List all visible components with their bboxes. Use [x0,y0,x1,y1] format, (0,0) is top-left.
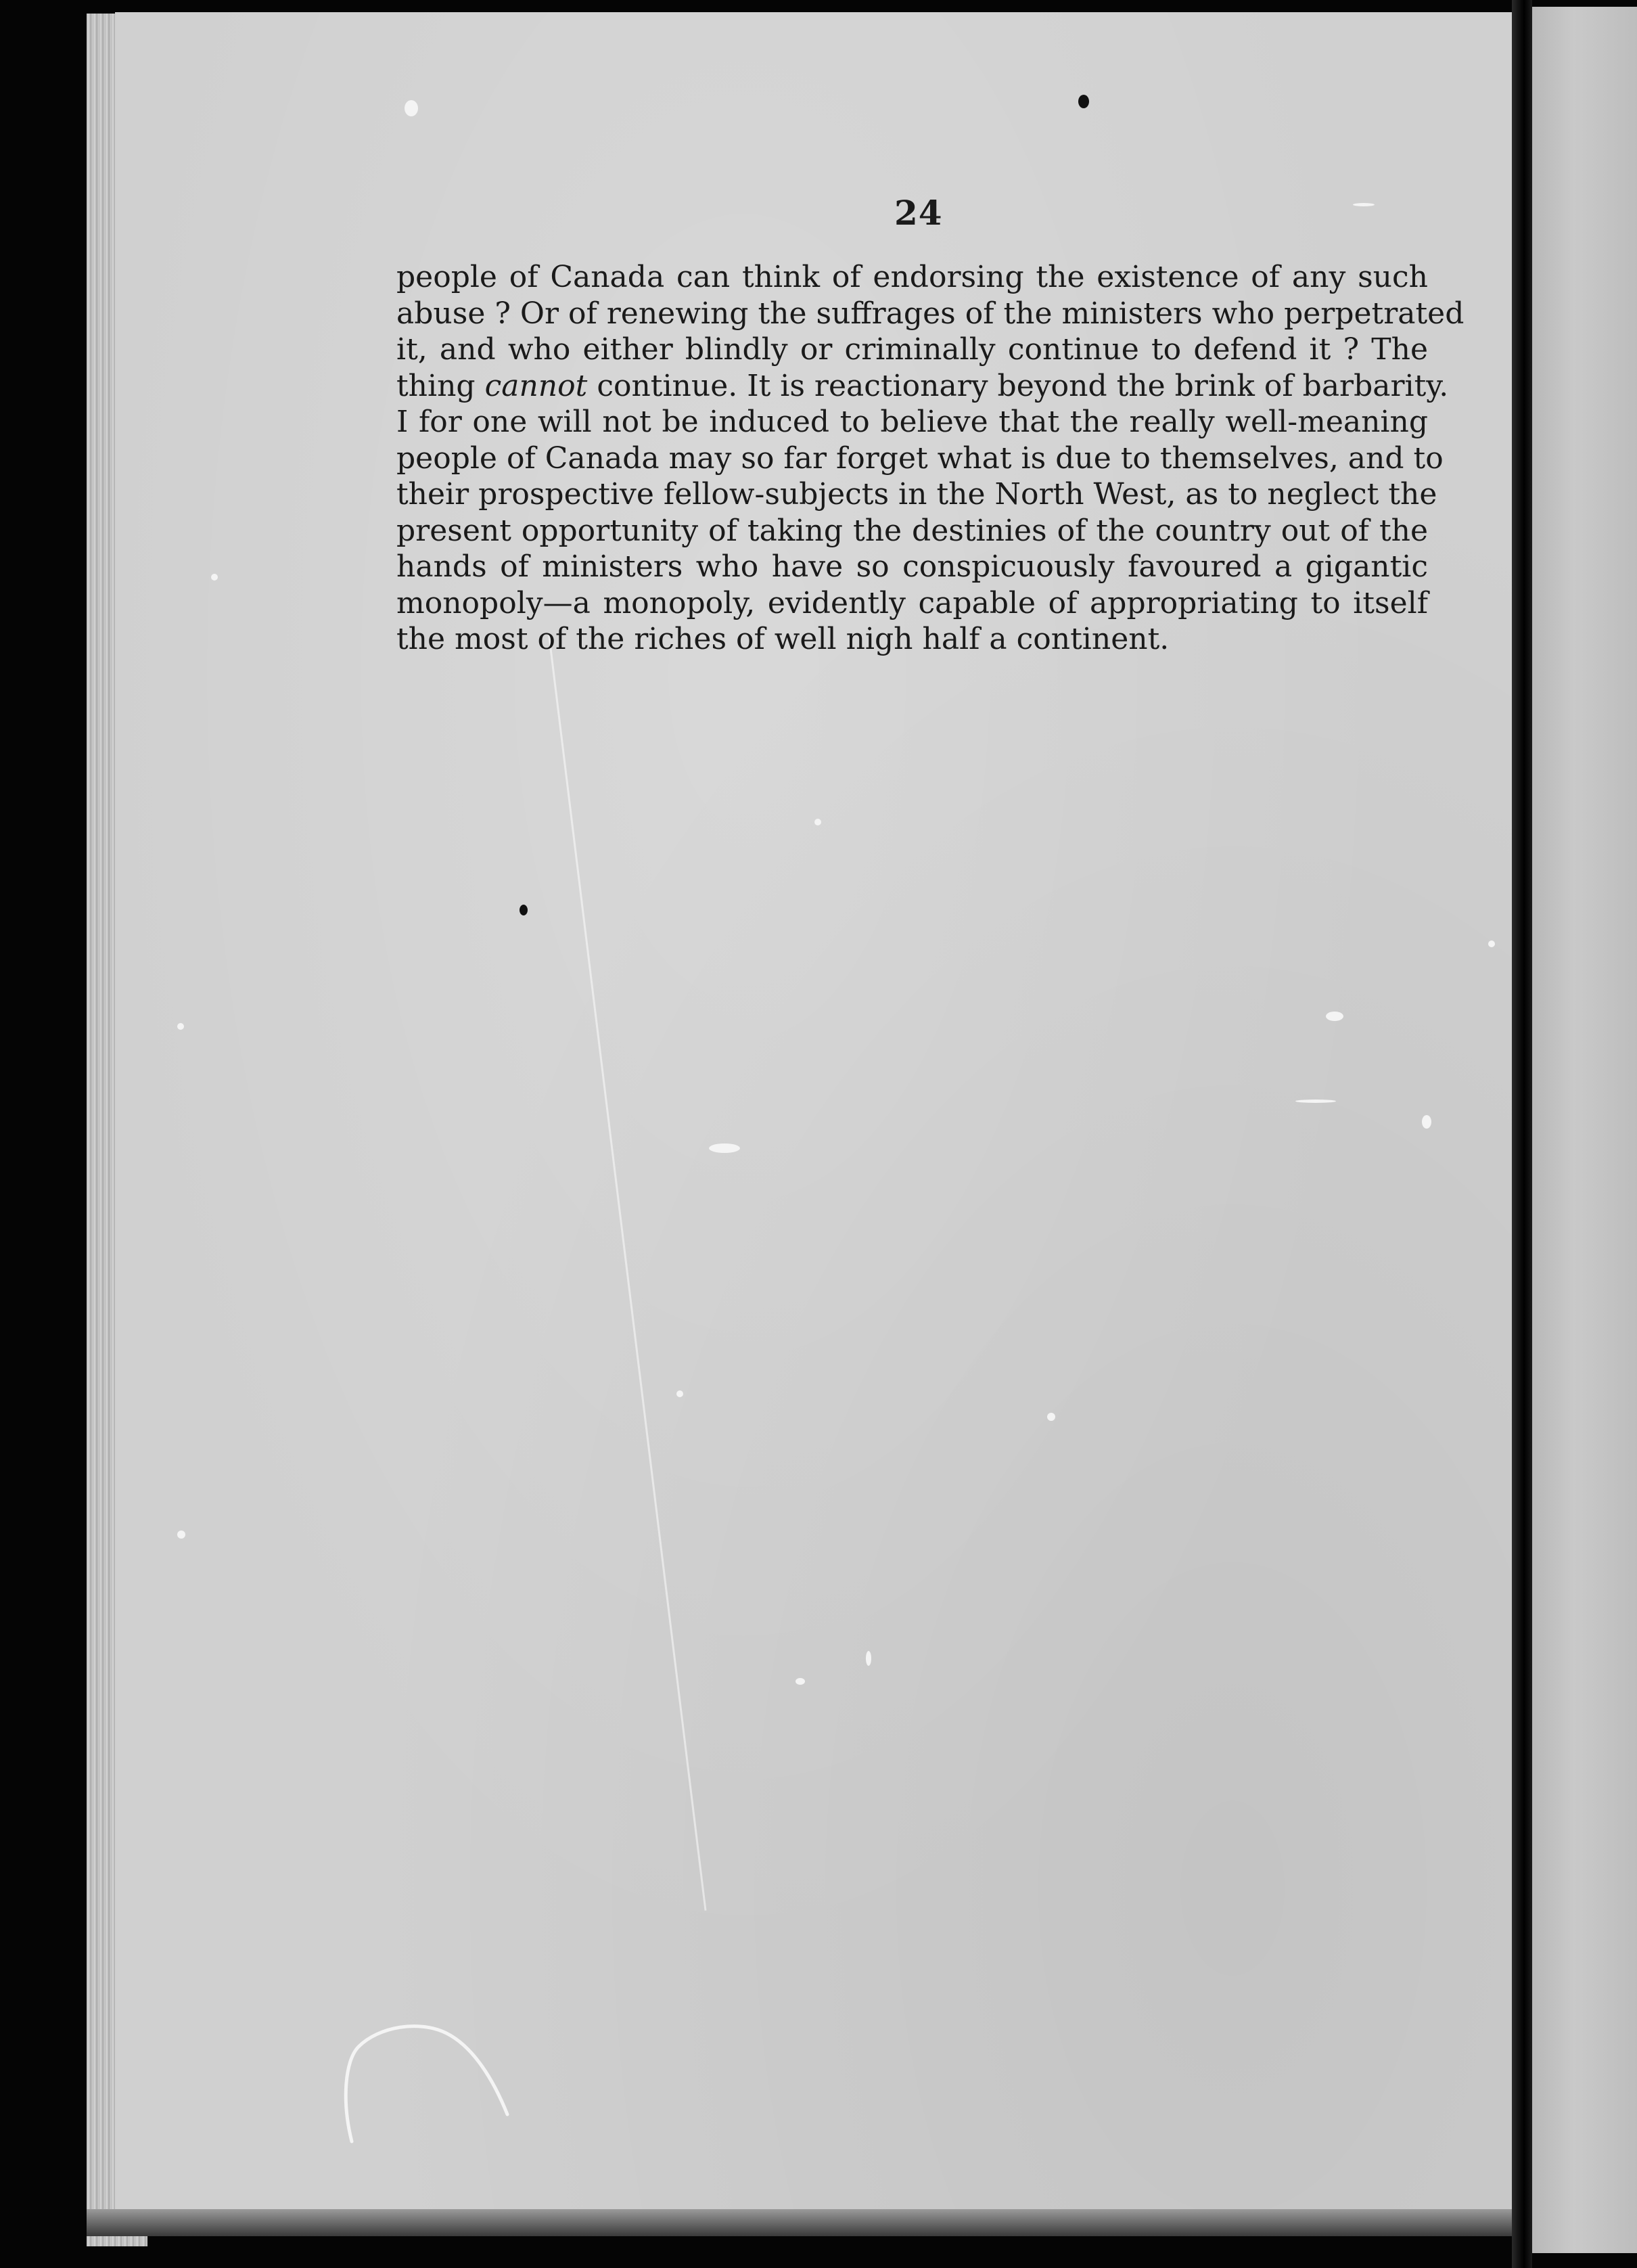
text-line: hands of ministers who have so conspicuously favoured a gigantic [396,549,1428,584]
text-line: it, and who either blindly or criminally continue to defend it ? The [396,332,1428,367]
dust-speck [1353,203,1375,206]
ink-speck [1078,95,1089,108]
italic-word: cannot [484,368,588,403]
scratch-mark [548,635,707,1911]
dust-speck [1326,1012,1343,1021]
body-text [396,259,1465,658]
dust-speck [405,100,418,116]
dust-speck [709,1143,740,1153]
page-number: 24 [894,193,943,233]
ink-speck [520,905,528,915]
dust-speck [866,1651,871,1666]
text-line: abuse ? Or of renewing the suffrages of the ministers who perpetrated [396,296,1465,331]
dust-speck [177,1023,184,1030]
text-line [396,368,1449,405]
dust-speck [814,819,821,825]
dust-speck [211,574,218,581]
text-line: people of Canada can think of endorsing the existence of any such [396,260,1428,294]
text-line-end: continue. It is reactionary beyond the brink of barbarity. [587,368,1449,403]
dust-speck [1047,1413,1055,1421]
dust-speck [676,1390,683,1397]
dust-speck [1295,1099,1336,1103]
text-line: their prospective fellow-subjects in the North West, as to neglect the [396,477,1437,512]
text-line-start: thing [396,368,485,403]
text-line: people of Canada may so far forget what is due to themselves, and to [396,440,1444,476]
text-line: present opportunity of taking the destinies of the country out of the [396,513,1428,548]
text-line: I for one will not be induced to believe that the really well-meaning [396,405,1428,439]
dust-speck [796,1678,805,1685]
text-line: the most of the riches of well nigh half a continent. [396,622,1170,656]
dust-speck [177,1530,185,1539]
facing-page-edge [1532,7,1637,2253]
book-binding [1512,0,1532,2268]
paper-fold-mark [338,2020,521,2148]
dust-speck [1422,1115,1431,1129]
text-line: monopoly—a monopoly, evidently capable of appropriating to itself [396,585,1428,620]
dust-speck [1488,940,1495,947]
page-bottom-shadow [87,2209,1514,2236]
